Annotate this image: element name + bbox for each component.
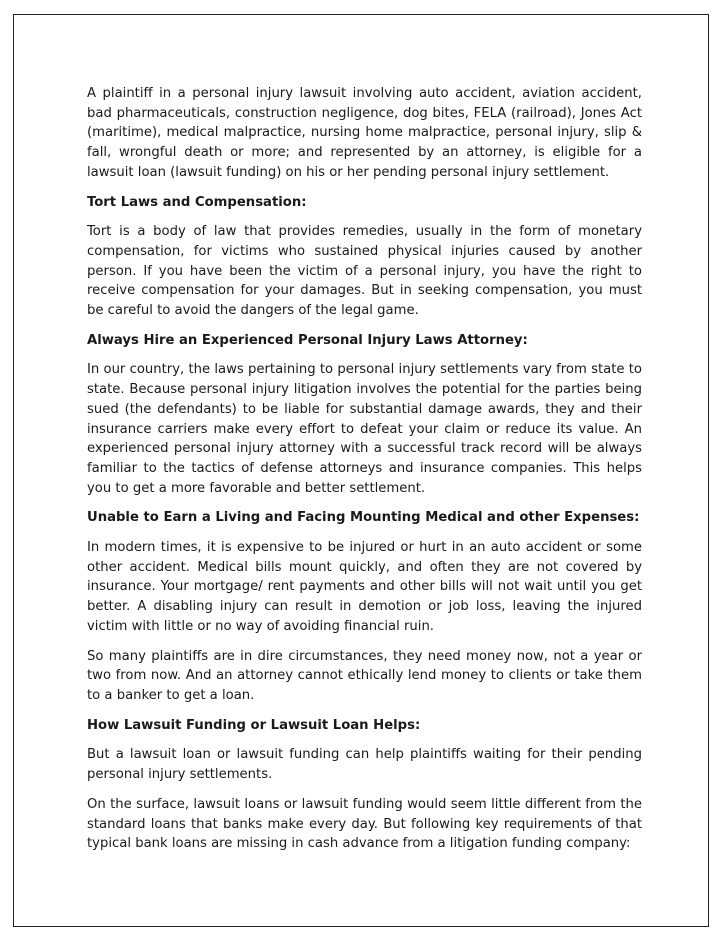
- modern-times-paragraph: In modern times, it is expensive to be injured or hurt in an auto accident or some other accident. Medical bills mount quickly, and often they are not covered by insurance. Your mortgage/ rent payments and other bills will not wait until you get better. A disabling injury can result in demotion or job loss, leaving the injured victim with little or no way of avoiding financial ruin.: [87, 540, 642, 634]
- document-body: [87, 84, 642, 854]
- section-heading-expenses: Unable to Earn a Living and Facing Mounting Medical and other Expenses:: [87, 510, 640, 526]
- attorney-paragraph: In our country, the laws pertaining to personal injury settlements vary from state to state. Because personal injury litigation involves the potential for the parties being sued (the defendants) to be liable for substantial damage awards, they and their insurance carriers make every effort to defeat your claim or reduce its value. An experienced personal injury attorney with a successful track record will be always familiar to the tactics of defense attorneys and insurance companies. This helps you to get a more favorable and better settlement.: [87, 362, 642, 496]
- intro-paragraph: A plaintiff in a personal injury lawsuit involving auto accident, aviation accident, bad pharmaceuticals, construction negligence, dog bites, FELA (railroad), Jones Act (maritime), medical malpractice, nursing home malpractice, personal injury, slip & fall, wrongful death or more; and represented by an attorney, is eligible for a lawsuit loan (lawsuit funding) on his or her pending personal injury settlement.: [87, 86, 642, 180]
- section-heading-hire-attorney: Always Hire an Experienced Personal Injury Laws Attorney:: [87, 332, 528, 348]
- dire-circumstances-paragraph: So many plaintiffs are in dire circumstances, they need money now, not a year or two from now. And an attorney cannot ethically lend money to clients or take them to a banker to get a loan.: [87, 648, 642, 703]
- tort-paragraph: Tort is a body of law that provides remedies, usually in the form of monetary compensation, for victims who sustained physical injuries caused by another person. If you have been the victim of a personal injury, you have the right to receive compensation for your damages. But in seeking compensation, you must be careful to avoid the dangers of the legal game.: [87, 224, 642, 319]
- funding-help-paragraph: But a lawsuit loan or lawsuit funding can help plaintiffs waiting for their pending personal injury settlements.: [87, 747, 642, 783]
- section-heading-lawsuit-funding: How Lawsuit Funding or Lawsuit Loan Helps:: [87, 717, 421, 733]
- section-heading-tort-laws: Tort Laws and Compensation:: [87, 194, 307, 210]
- surface-paragraph: On the surface, lawsuit loans or lawsuit funding would seem little different from the standard loans that banks make every day. But following key requirements of that typical bank loans are missing in cash advance from a litigation funding company:: [87, 796, 642, 852]
